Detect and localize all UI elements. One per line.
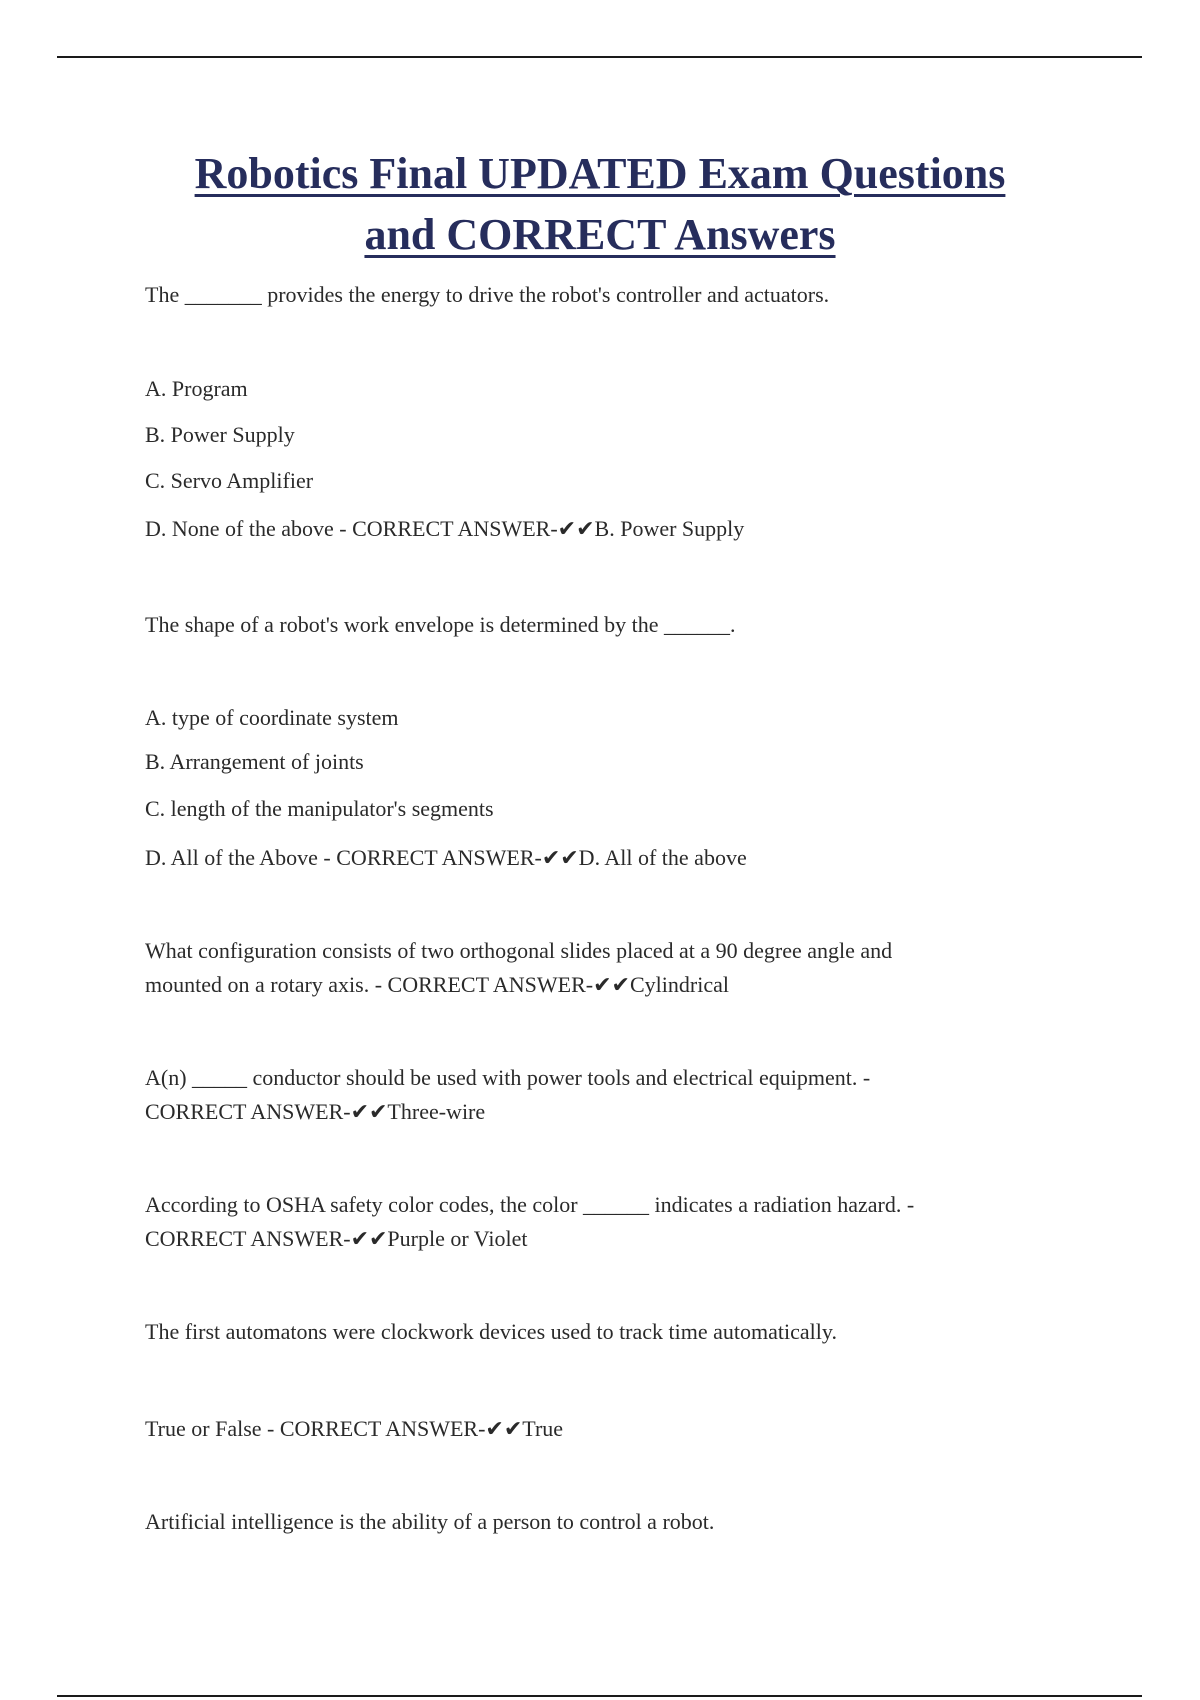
title-line-1: Robotics Final UPDATED Exam Questions (194, 149, 1006, 198)
question-5-text-line-1: According to OSHA safety color codes, the color ______ indicates a radiation hazard. - (145, 1192, 915, 1217)
question-4-text-line-1: A(n) _____ conductor should be used with power tools and electrical equipment. - (145, 1065, 871, 1090)
question-1-option-a: A. Program (145, 376, 248, 401)
bottom-rule (57, 1695, 1142, 1697)
page-title (110, 143, 1090, 265)
question-5-text-line-2: CORRECT ANSWER-✔✔Purple or Violet (145, 1226, 528, 1251)
question-2-option-c: C. length of the manipulator's segments (145, 796, 494, 821)
question-3-text-line-1: What configuration consists of two orthogonal slides placed at a 90 degree angle and (145, 938, 893, 963)
question-2-option-b: B. Arrangement of joints (145, 749, 364, 774)
top-rule (57, 56, 1142, 58)
question-1-option-d-answer: D. None of the above - CORRECT ANSWER-✔✔B. Power Supply (145, 516, 745, 541)
question-2-text: The shape of a robot's work envelope is determined by the ______. (145, 612, 736, 637)
title-line-2: and CORRECT Answers (364, 210, 836, 259)
question-4-text-line-2: CORRECT ANSWER-✔✔Three-wire (145, 1099, 486, 1124)
question-1-option-c: C. Servo Amplifier (145, 468, 314, 493)
question-7-text: Artificial intelligence is the ability of a person to control a robot. (145, 1509, 715, 1534)
question-6-text: The first automatons were clockwork devices used to track time automatically. (145, 1319, 837, 1344)
question-3-text-line-2: mounted on a rotary axis. - CORRECT ANSWER-✔✔Cylindrical (145, 972, 729, 997)
question-2-option-d-answer: D. All of the Above - CORRECT ANSWER-✔✔D. All of the above (145, 845, 747, 870)
question-1-text: The _______ provides the energy to drive the robot's controller and actuators. (145, 282, 830, 307)
question-6-answer: True or False - CORRECT ANSWER-✔✔True (145, 1416, 564, 1441)
question-1-option-b: B. Power Supply (145, 422, 295, 447)
question-2-option-a: A. type of coordinate system (145, 705, 399, 730)
